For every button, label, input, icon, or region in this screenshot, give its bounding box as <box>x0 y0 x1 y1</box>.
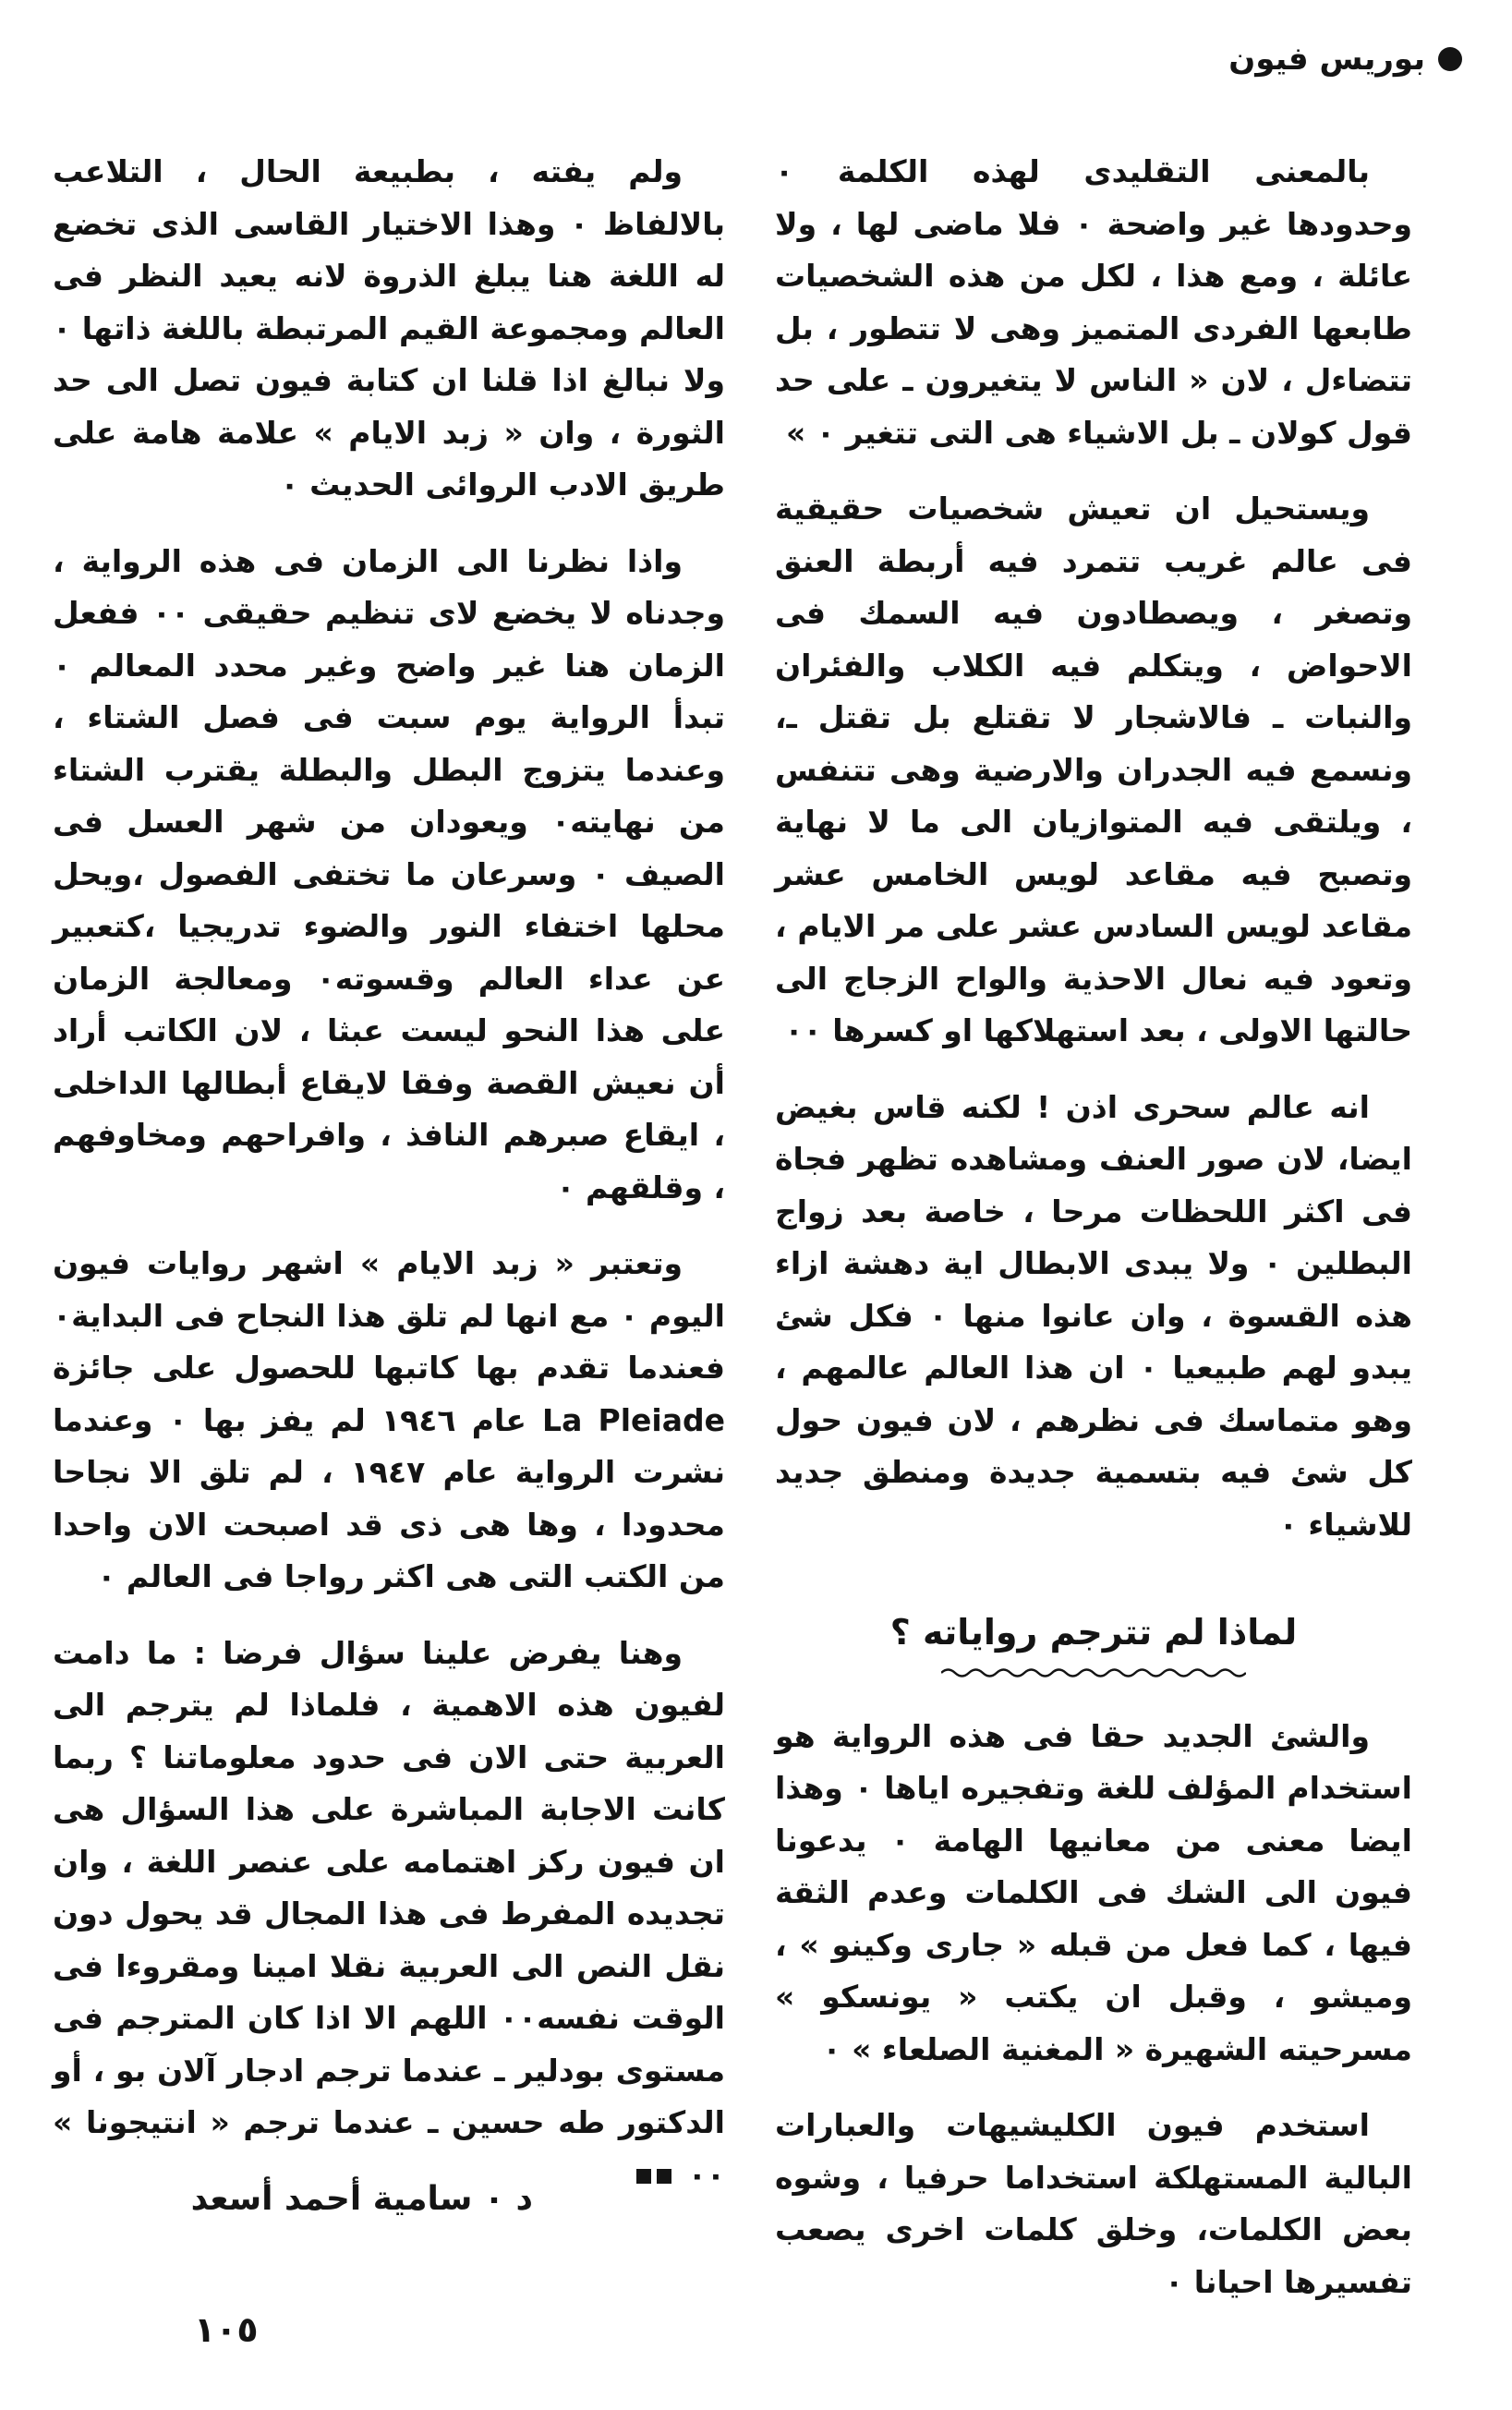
left-column <box>53 146 725 2225</box>
paragraph: ويستحيل ان تعيش شخصيات حقيقية فى عالم غريب تتمرد فيه أربطة العنق وتصغر ، ويصطادون فيه السمك فى الاحواض ، ويتكلم فيه الكلاب والفئران والنبات ـ فالاشجار لا تقتلع بل تقتل ـ، ونسمع فيه الجدران والارضية وهى تتنفس ، ويلتقى فيه المتوازيان الى ما لا نهاية وتصبح فيه مقاعد لويس الخامس عشر مقاعد لويس السادس عشر على مر الايام ، وتعود فيه نعال الاحذية والواح الزجاج الى حالتها الاولى ، بعد استهلاكها او كسرها ٠٠ <box>775 490 1412 1048</box>
paragraph-text: وهنا يفرض علينا سؤال فرضا : ما دامت لفيون هذه الاهمية ، فلماذا لم يترجم الى العربية حتى الان فى حدود معلوماتنا ؟ ربما كانت الاجابة المباشرة على هذا السؤال هى ان فيون ركز اهتمامه على عنصر اللغة ، وان تجديده المفرط فى هذا المجال قد يحول دون نقل النص الى العربية نقلا امينا ومقروءا فى الوقت نفسه٠٠ اللهم الا اذا كان المترجم فى مستوى بودلير ـ عندما ترجم ادجار آلان بو ، أو الدكتور طه حسين ـ عندما ترجم « انتيجونا » ٠٠ <box>53 1634 725 2193</box>
author-signature: د ٠ سامية أحمد أسعد <box>190 2180 533 2218</box>
running-header <box>1228 41 1462 78</box>
paragraph: وتعتبر « زبد الايام » اشهر روايات فيون اليوم ٠ مع انها لم تلق هذا النجاح فى البداية٠ فعندما تقدم بها كاتبها للحصول على جائزة La Pleiade عام ١٩٤٦ لم يفز بها ٠ وعندما نشرت الرواية عام ١٩٤٧ ، لم تلق الا نجاحا محدودا ، وها هى ذى قد اصبحت الان واحدا من الكتب التى هى اكثر رواجا فى العالم ٠ <box>53 1245 725 1594</box>
running-title: بوريس فيون <box>1228 41 1425 78</box>
bullet-icon <box>1438 47 1462 71</box>
paragraph: استخدم فيون الكليشيهات والعبارات البالية المستهلكة استخداما حرفيا ، وشوه بعض الكلمات، وخلق كلمات اخرى يصعب تفسيرها احيانا ٠ <box>775 2107 1412 2300</box>
paragraph: واذا نظرنا الى الزمان فى هذه الرواية ، وجدناه لا يخضع لاى تنظيم حقيقى ٠٠ ففعل الزمان هنا غير واضح وغير محدد المعالم ٠ تبدأ الرواية يوم سبت فى فصل الشتاء ، وعندما يتزوج البطل والبطلة يقترب الشتاء من نهايته٠ ويعودان من شهر العسل فى الصيف ٠ وسرعان ما تختفى الفصول ،ويحل محلها اختفاء النور والضوء تدريجيا ،كتعبير عن عداء العالم وقسوته٠ ومعالجة الزمان على هذا النحو ليست عبثا ، لان الكاتب أراد أن نعيش القصة وفقا لايقاع أبطالها الداخلى ، ايقاع صبرهم النافذ ، وافراحهم ومخاوفهم ، وقلقهم ٠ <box>53 542 725 1205</box>
end-mark-icon <box>636 2169 671 2184</box>
page-number: ١٠٥ <box>194 2309 259 2350</box>
paragraph: ولم يفته ، بطبيعة الحال ، التلاعب بالالفاظ ٠ وهذا الاختيار القاسى الذى تخضع له اللغة هنا يبلغ الذروة لانه يعيد النظر فى العالم ومجموعة القيم المرتبطة باللغة ذاتها ٠ ولا نبالغ اذا قلنا ان كتابة فيون تصل الى حد الثورة ، وان « زبد الايام » علامة هامة على طريق الادب الروائى الحديث ٠ <box>53 153 725 503</box>
wavy-underline-icon <box>941 1666 1246 1679</box>
section-heading: لماذا لم تترجم رواياته ؟ <box>889 1612 1298 1653</box>
paragraph: والشئ الجديد حقا فى هذه الرواية هو استخدام المؤلف للغة وتفجيره اياها ٠ وهذا ايضا معنى من معانيها الهامة ٠ يدعونا فيون الى الشك فى الكلمات وعدم الثقة فيها ، كما فعل من قبله « جارى وكينو » ، وميشو ، وقبل ان يكتب « يونسكو » مسرحيته الشهيرة « المغنية الصلعاء » ٠ <box>775 1717 1412 2067</box>
right-column <box>775 146 1412 2332</box>
paragraph: بالمعنى التقليدى لهذه الكلمة ٠ وحدودها غير واضحة ٠ فلا ماضى لها ، ولا عائلة ، ومع هذا ، لكل من هذه الشخصيات طابعها الفردى المتميز وهى لا تتطور ، بل تتضاءل ، لان « الناس لا يتغيرون ـ على حد قول كولان ـ بل الاشياء هى التى تتغير ٠ » <box>775 153 1412 451</box>
paragraph-last <box>53 1628 725 2202</box>
paragraph: انه عالم سحرى اذن ! لكنه قاس بغيض ايضا، لان صور العنف ومشاهده تظهر فجاة فى اكثر اللحظات مرحا ، خاصة بعد زواج البطلين ٠ ولا يبدى الابطال اية دهشة ازاء هذه القسوة ، وان عانوا منها ٠ فكل شئ يبدو لهم طبيعيا ٠ ان هذا العالم عالمهم ، وهو متماسك فى نظرهم ، لان فيون حول كل شئ فيه بتسمية جديدة ومنطق جديد للاشياء ٠ <box>775 1088 1412 1543</box>
